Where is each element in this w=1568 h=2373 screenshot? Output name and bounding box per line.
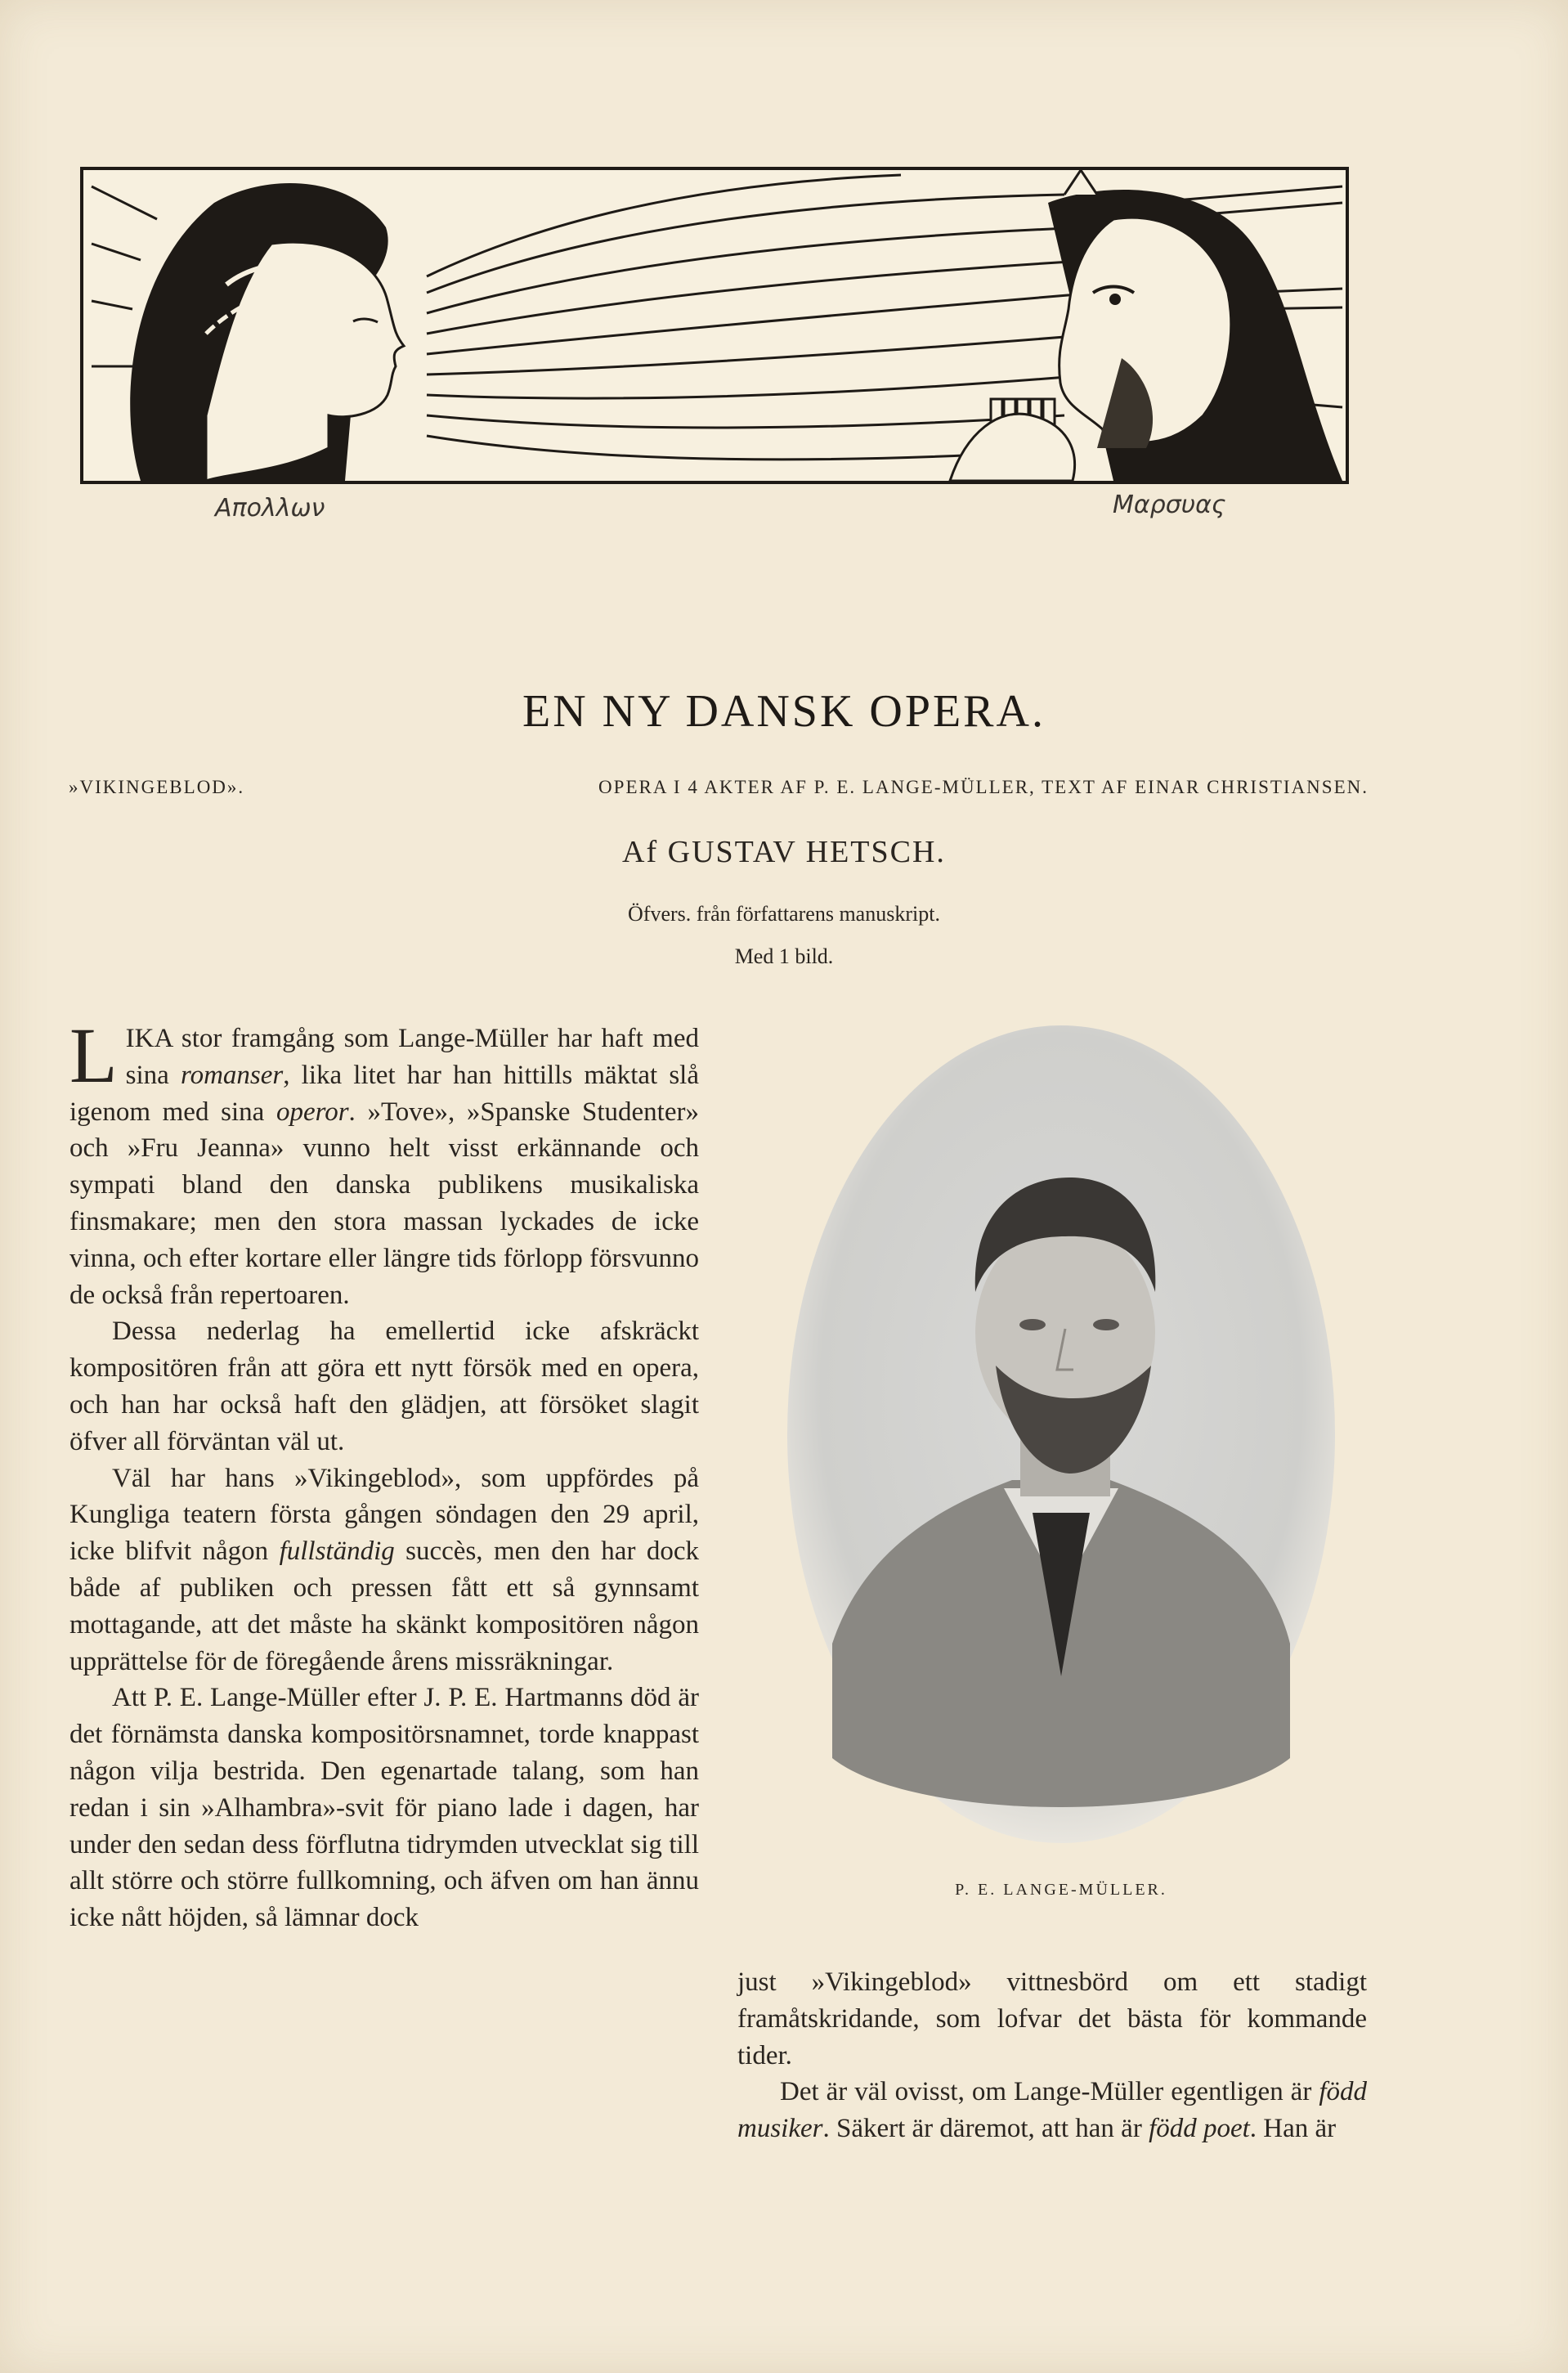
r2-em-fodd-musiker: född musiker — [737, 2077, 1367, 2144]
p1-text-c: . »Tove», »Spanske Studenter» och »Fru Jeanna» vunno helt visst erkännande och sympati bland den danska publikens musikaliska finsmakare; men den stora massan lyckades de icke vinna, och efter kortare eller längre tids förlopp försvunno de också från repertoaren. — [69, 1097, 699, 1310]
article-subtitle — [69, 777, 1369, 798]
p1-em-operor: operor — [276, 1097, 349, 1127]
paragraph-1 — [69, 1012, 699, 1313]
marsyas-figure — [950, 170, 1342, 481]
r2-text-a: Det är väl ovisst, om Lange-Müller egentligen är — [780, 2077, 1319, 2107]
portrait-photo — [783, 1022, 1339, 1846]
right-column — [737, 1964, 1367, 2147]
image-note: Med 1 bild. — [734, 944, 834, 968]
r2-text-c: . Han är — [1249, 2114, 1337, 2144]
article-title: EN NY DANSK OPERA. — [522, 686, 1046, 737]
apollo-figure — [130, 183, 404, 481]
p3-text-b: succès, men den har dock både af publiken och pressen fått ett så gynnsamt mottagande, att det måste ha skänkt kompositören någon upprättelse för de föregående årens missräkningar. — [69, 1536, 699, 1676]
paragraph-r1: just »Vikingeblod» vittnesbörd om ett stadigt framåtskridande, som lofvar det bästa för kommande tider. — [737, 1967, 1367, 2070]
p1-text-a: IKA stor framgång som Lange-Müller har haft med sina — [125, 1024, 699, 1090]
portrait-caption: P. E. LANGE-MÜLLER. — [955, 1881, 1167, 1899]
header-illustration — [80, 167, 1349, 484]
paragraph-3 — [69, 1460, 699, 1680]
caption-marsyas: Μαρσυας — [1113, 491, 1226, 519]
paragraph-r2 — [737, 2074, 1367, 2147]
caption-apollo: Απολλων — [215, 494, 325, 523]
author-line — [0, 834, 1568, 870]
r2-em-fodd-poet: född poet — [1149, 2114, 1250, 2144]
p1-em-romanser: romanser — [180, 1060, 284, 1090]
subtitle-description: OPERA I 4 AKTER AF P. E. LANGE-MÜLLER, TEXT AF EINAR CHRISTIANSEN. — [598, 777, 1369, 797]
translation-note: Öfvers. från författarens manuskript. — [628, 902, 940, 926]
p3-text-a: Väl har hans »Vikingeblod», som uppfördes på Kungliga teatern första gången söndagen den 29 april, icke blifvit någon — [69, 1463, 699, 1567]
p1-text-b: , lika litet har han hittills mäktat slå igenom med sina — [69, 1060, 699, 1127]
r2-text-b: . Säkert är däremot, att han är — [822, 2114, 1149, 2144]
apollo-marsyas-drawing — [83, 170, 1346, 481]
left-column — [69, 1012, 699, 1936]
paragraph-4: Att P. E. Lange-Müller efter J. P. E. Hartmanns död är det förnämsta danska kompositörsnamnet, torde knappast någon vilja bestrida. Den egenartade talang, som han redan i sin »Alhambra»-svit för piano lade i dagen, har under den sedan dess förflutna tidrymden utvecklat sig till allt större och större fullkomning, och äfven om han ännu icke nått höjden, så lämnar dock — [69, 1683, 699, 1933]
paragraph-2: Dessa nederlag ha emellertid icke afskräckt kompositören från att göra ett nytt försök med en opera, och han har också haft den glädjen, att försöket slagit öfver all förväntan väl ut. — [69, 1317, 699, 1456]
author-prefix: Af — [622, 835, 659, 869]
author-name: GUSTAV HETSCH. — [667, 835, 946, 869]
subtitle-work: »VIKINGEBLOD». — [69, 777, 245, 797]
drop-cap: L — [69, 1012, 118, 1099]
p3-em-fullstandig: fullständig — [279, 1536, 395, 1567]
